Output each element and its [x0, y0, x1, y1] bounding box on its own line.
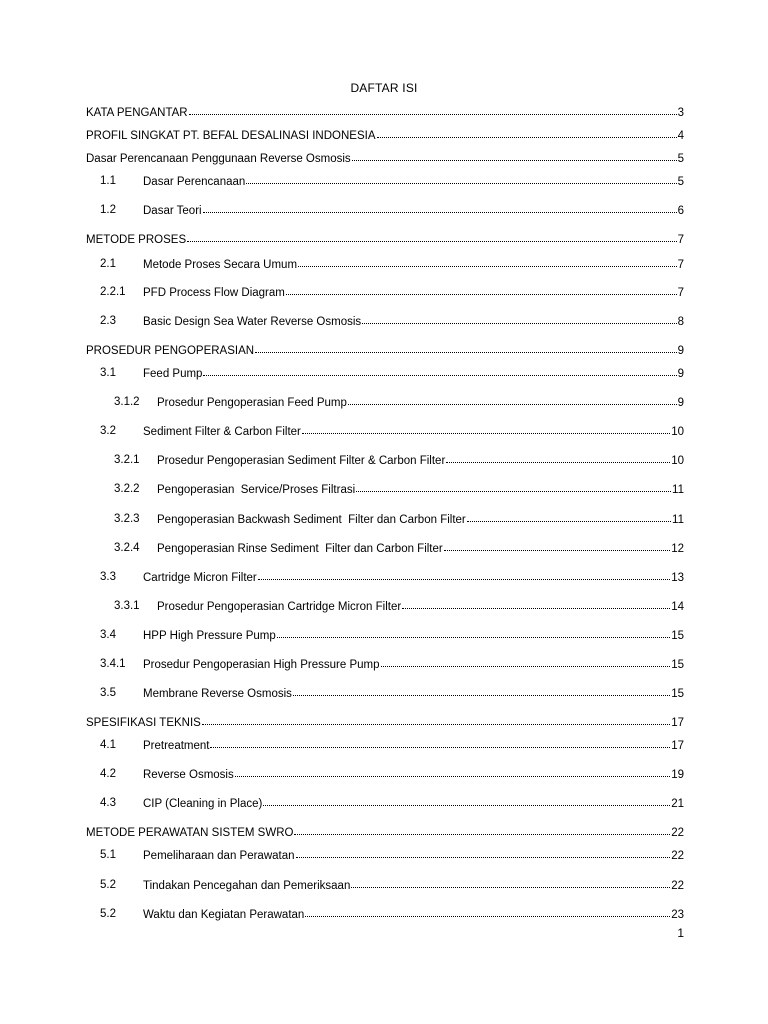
toc-entry-title: Feed Pump: [143, 368, 203, 380]
toc-entry-line: [157, 452, 684, 469]
toc-entry-line: [143, 656, 684, 673]
dot-leader: [351, 876, 670, 888]
toc-entry-number: 5.1: [100, 849, 116, 861]
dot-leader: [348, 393, 677, 405]
dot-leader: [258, 568, 670, 580]
toc-entry: [0, 481, 768, 497]
toc-entry-title: Prosedur Pengoperasian Cartridge Micron Filter: [157, 601, 402, 613]
toc-entry-page: 11: [672, 484, 684, 496]
toc-entry-title: Dasar Teori: [143, 205, 202, 217]
toc-entry-number: 3.2.4: [114, 542, 140, 554]
toc-entry-number: 3.3: [100, 571, 116, 583]
toc-entry-title: Dasar Perencanaan Penggunaan Reverse Osmosis: [86, 153, 351, 165]
toc-entry-page: 12: [671, 543, 684, 555]
dot-leader: [467, 510, 671, 522]
toc-entry-page: 13: [671, 572, 684, 584]
toc-entry-page: 22: [671, 827, 684, 839]
toc-entry: [0, 766, 768, 782]
toc-entry-line: [157, 481, 684, 498]
toc-entry: [0, 795, 768, 811]
toc-entry-line: [86, 150, 684, 167]
toc-entry-number: 5.2: [100, 908, 116, 920]
toc-entry-title: Basic Design Sea Water Reverse Osmosis: [143, 316, 362, 328]
toc-entry-number: 3.3.1: [114, 600, 140, 612]
dot-leader: [203, 364, 676, 376]
toc-entry: [0, 824, 768, 840]
toc-entry-number: 3.2: [100, 425, 116, 437]
toc-entry-number: 3.5: [100, 687, 116, 699]
toc-entry-line: [86, 231, 684, 248]
toc-entry-title: PROFIL SINGKAT PT. BEFAL DESALINASI INDONESIA: [86, 130, 376, 142]
dot-leader: [362, 312, 676, 324]
toc-entry-line: [143, 256, 684, 273]
toc-entry-line: [157, 394, 684, 411]
toc-entry-title: Cartridge Micron Filter: [143, 572, 257, 584]
toc-entry-line: [157, 511, 684, 528]
toc-entry-line: [86, 127, 684, 144]
toc-entry-number: 3.2.3: [114, 513, 140, 525]
toc-entry: [0, 284, 768, 300]
toc-entry-line: [143, 906, 684, 923]
toc-entry-number: 3.4.1: [100, 658, 126, 670]
dot-leader: [302, 422, 670, 434]
toc-entry: [0, 877, 768, 893]
toc-entry-line: [86, 824, 684, 841]
toc-entry-page: 15: [671, 659, 684, 671]
toc-entry-title: Waktu dan Kegiatan Perawatan: [143, 909, 305, 921]
toc-entry-number: 3.1: [100, 367, 116, 379]
toc-entry-title: CIP (Cleaning in Place): [143, 798, 263, 810]
toc-entry-title: Pretreatment: [143, 740, 210, 752]
toc-entry-page: 7: [677, 234, 684, 246]
toc-entry-number: 4.3: [100, 797, 116, 809]
toc-entry-title: PROSEDUR PENGOPERASIAN: [86, 345, 255, 357]
toc-entry-line: [143, 313, 684, 330]
dot-leader: [356, 480, 671, 492]
dot-leader: [446, 451, 670, 463]
toc-entry-line: [143, 847, 684, 864]
toc-entry-page: 23: [671, 909, 684, 921]
toc-entry-page: 14: [671, 601, 684, 613]
toc-entry-title: Membrane Reverse Osmosis: [143, 688, 292, 700]
toc-entry: [0, 231, 768, 247]
toc-entry-line: [143, 569, 684, 586]
toc-entry: [0, 342, 768, 358]
toc-entry-line: [143, 284, 684, 301]
toc-entry-page: 4: [677, 130, 684, 142]
toc-entry-title: SPESIFIKASI TEKNIS: [86, 717, 201, 729]
dot-leader: [235, 765, 670, 777]
toc-entry-page: 17: [671, 717, 684, 729]
toc-entry-page: 9: [677, 345, 684, 357]
toc-entry-line: [143, 685, 684, 702]
toc-entry-title: KATA PENGANTAR: [86, 107, 188, 119]
dot-leader: [294, 823, 670, 835]
toc-entry: [0, 104, 768, 120]
dot-leader: [444, 539, 670, 551]
toc-entry-title: Dasar Perencanaan: [143, 176, 246, 188]
toc-entry: [0, 150, 768, 166]
dot-leader: [402, 597, 670, 609]
toc-entry-title: Tindakan Pencegahan dan Pemeriksaan: [143, 880, 351, 892]
toc-entry-number: 3.1.2: [114, 396, 140, 408]
toc-entry-page: 11: [672, 514, 684, 526]
toc-entry-line: [86, 342, 684, 359]
toc-entry: [0, 365, 768, 381]
dot-leader: [263, 794, 670, 806]
toc-entry-line: [86, 714, 684, 731]
toc-entry-page: 10: [671, 426, 684, 438]
toc-entry-title: METODE PERAWATAN SISTEM SWRO: [86, 827, 294, 839]
toc-entry-page: 21: [671, 798, 684, 810]
toc-entry-title: Prosedur Pengoperasian Sediment Filter & Carbon Filter: [157, 455, 446, 467]
toc-entry-line: [143, 365, 684, 382]
toc-entry: [0, 627, 768, 643]
toc-entry-number: 3.2.2: [114, 483, 140, 495]
toc-entry-line: [143, 173, 684, 190]
dot-leader: [296, 846, 671, 858]
dot-leader: [305, 905, 670, 917]
toc-entry-line: [143, 627, 684, 644]
dot-leader: [381, 655, 671, 667]
dot-leader: [298, 255, 677, 267]
toc-entry-line: [143, 423, 684, 440]
toc-entry-title: Pemeliharaan dan Perawatan: [143, 850, 295, 862]
toc-entry-number: 3.2.1: [114, 454, 140, 466]
dot-leader: [246, 172, 676, 184]
toc-entry-page: 10: [671, 455, 684, 467]
toc-entry-number: 2.2.1: [100, 286, 126, 298]
toc-entry-page: 9: [677, 397, 684, 409]
toc-entry: [0, 394, 768, 410]
toc-entry-line: [157, 540, 684, 557]
toc-entry-number: 1.2: [100, 204, 116, 216]
page-title: DAFTAR ISI: [350, 81, 418, 95]
toc-entry-title: Pengoperasian Service/Proses Filtrasi: [157, 484, 356, 496]
toc-entry-page: 22: [671, 880, 684, 892]
toc-entry: [0, 452, 768, 468]
toc-entry-line: [143, 202, 684, 219]
toc-entry: [0, 906, 768, 922]
toc-entry-line: [143, 877, 684, 894]
toc-entry: [0, 256, 768, 272]
toc-entry-title: PFD Process Flow Diagram: [143, 287, 285, 299]
dot-leader: [187, 230, 676, 242]
dot-leader: [255, 341, 677, 353]
toc-entry-line: [143, 795, 684, 812]
dot-leader: [352, 149, 677, 161]
toc-entry-number: 5.2: [100, 879, 116, 891]
toc-entry-page: 15: [671, 630, 684, 642]
dot-leader: [203, 201, 677, 213]
toc-entry-page: 15: [671, 688, 684, 700]
toc-entry: [0, 598, 768, 614]
toc-entry-page: 5: [677, 176, 684, 188]
toc-entry: [0, 656, 768, 672]
page-number: 1: [677, 926, 684, 940]
toc-entry-title: Prosedur Pengoperasian High Pressure Pump: [143, 659, 380, 671]
dot-leader: [189, 103, 677, 115]
toc-entry-page: 17: [671, 740, 684, 752]
toc-entry-page: 19: [671, 769, 684, 781]
toc-entry-title: HPP High Pressure Pump: [143, 630, 276, 642]
toc-entry-title: Pengoperasian Rinse Sediment Filter dan Carbon Filter: [157, 543, 443, 555]
toc-entry: [0, 847, 768, 863]
toc-entry-line: [86, 104, 684, 121]
toc-entry-title: Pengoperasian Backwash Sediment Filter dan Carbon Filter: [157, 514, 466, 526]
toc-entry-title: Metode Proses Secara Umum: [143, 259, 298, 271]
toc-entry-line: [143, 766, 684, 783]
toc-entry-title: Sediment Filter & Carbon Filter: [143, 426, 301, 438]
toc-entry: [0, 173, 768, 189]
toc-entry: [0, 540, 768, 556]
toc-entry: [0, 569, 768, 585]
toc-entry-page: 6: [677, 205, 684, 217]
toc-entry: [0, 202, 768, 218]
toc-entry-title: METODE PROSES: [86, 234, 187, 246]
dot-leader: [377, 126, 677, 138]
toc-entry-number: 2.3: [100, 315, 116, 327]
dot-leader: [210, 736, 670, 748]
toc-entry-page: 9: [677, 368, 684, 380]
toc-entry-number: 3.4: [100, 629, 116, 641]
toc-entry: [0, 511, 768, 527]
toc-entry-number: 4.2: [100, 768, 116, 780]
toc-entry: [0, 127, 768, 143]
toc-entry: [0, 737, 768, 753]
dot-leader: [202, 713, 670, 725]
toc-entry-line: [157, 598, 684, 615]
toc-entry: [0, 313, 768, 329]
dot-leader: [286, 283, 677, 295]
toc-entry: [0, 714, 768, 730]
toc-entry-line: [143, 737, 684, 754]
toc-entry-title: Reverse Osmosis: [143, 769, 234, 781]
toc-entry-title: Prosedur Pengoperasian Feed Pump: [157, 397, 347, 409]
toc-entry: [0, 685, 768, 701]
toc-entry-number: 2.1: [100, 258, 116, 270]
toc-entry: [0, 423, 768, 439]
dot-leader: [293, 684, 670, 696]
toc-entry-page: 7: [677, 287, 684, 299]
toc-entry-number: 1.1: [100, 175, 116, 187]
toc-entry-page: 22: [671, 850, 684, 862]
toc-entry-page: 3: [677, 107, 684, 119]
toc-entry-page: 7: [677, 259, 684, 271]
toc-entry-page: 5: [677, 153, 684, 165]
toc-entry-number: 4.1: [100, 739, 116, 751]
dot-leader: [277, 626, 670, 638]
toc-entry-page: 8: [677, 316, 684, 328]
